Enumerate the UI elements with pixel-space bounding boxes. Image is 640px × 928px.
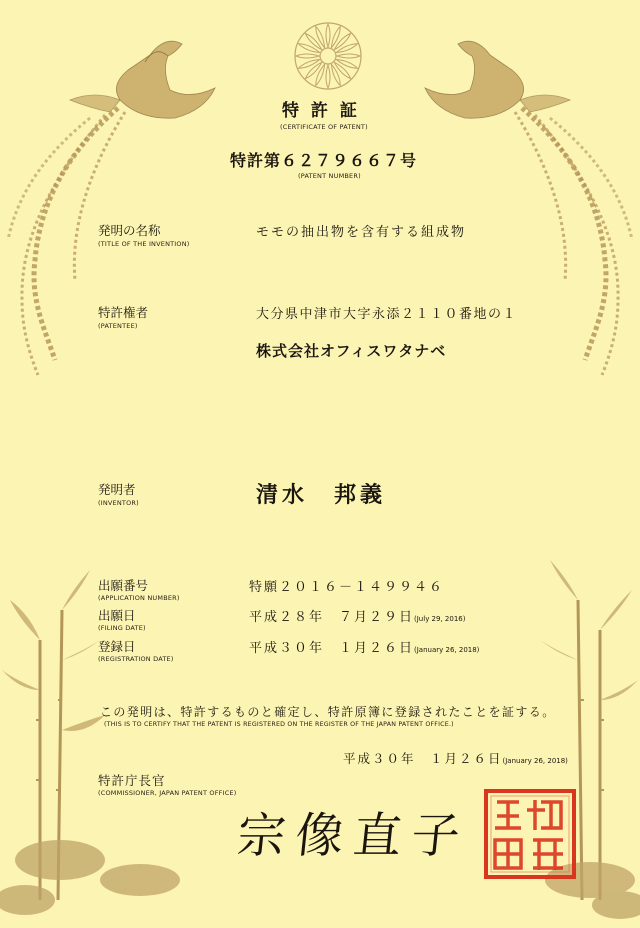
issue-date-jp: 平成３０年 １月２６日 (343, 751, 503, 766)
foliage-bottom-left (0, 840, 180, 915)
certify-text-en: (THIS IS TO CERTIFY THAT THE PATENT IS REGISTERED ON THE REGISTER OF THE JAPAN PATENT OFFICE.) (104, 721, 454, 728)
patentee-label: 特許権者 (98, 305, 149, 320)
filing-date-jp: 平成２８年 ７月２９日 (249, 610, 415, 625)
patent-number-en: (PATENT NUMBER) (298, 172, 361, 180)
commissioner-label: 特許庁長官 (98, 773, 166, 788)
application-label: 出願番号 (98, 578, 149, 593)
invention-label: 発明の名称 (98, 223, 161, 238)
inventor-name: 清水 邦義 (256, 482, 387, 508)
chrysanthemum-crest-icon (295, 23, 361, 89)
patent-number: 特許第６２７９６６７号 (230, 151, 418, 170)
registration-label: 登録日 (98, 639, 136, 654)
issue-date-en: (January 26, 2018) (502, 757, 568, 765)
patentee-label-en: (PATENTEE) (98, 322, 138, 330)
registration-date-en: (January 26, 2018) (414, 646, 480, 654)
patentee-address: 大分県中津市大字永添２１１０番地の１ (256, 307, 518, 322)
registration-date-jp: 平成３０年 １月２６日 (249, 641, 415, 656)
issue-date (343, 749, 568, 767)
certificate-title: 特 許 証 (282, 101, 360, 121)
certify-text: この発明は、特許するものと確定し、特許原簿に登録されたことを証する。 (100, 705, 556, 719)
application-label-en: (APPLICATION NUMBER) (98, 594, 180, 602)
commissioner-signature: 宗像直子 (234, 808, 473, 864)
inventor-label: 発明者 (98, 482, 136, 497)
invention-title: モモの抽出物を含有する組成物 (256, 225, 467, 240)
registration-date (249, 637, 479, 656)
invention-label-en: (TITLE OF THE INVENTION) (98, 240, 190, 248)
filing-date (249, 606, 465, 625)
inventor-label-en: (INVENTOR) (98, 499, 139, 507)
phoenix-right-icon (425, 41, 570, 118)
registration-label-en: (REGISTRATION DATE) (98, 655, 174, 663)
official-seal-icon (483, 788, 577, 880)
patentee-name: 株式会社オフィスワタナベ (256, 342, 447, 360)
filing-label-en: (FILING DATE) (98, 624, 146, 632)
filing-label: 出願日 (98, 608, 136, 623)
filing-date-en: (July 29, 2016) (414, 615, 466, 623)
phoenix-left-icon (70, 41, 215, 118)
commissioner-label-en: (COMMISSIONER, JAPAN PATENT OFFICE) (98, 789, 237, 797)
certificate-title-en: (CERTIFICATE OF PATENT) (280, 123, 368, 131)
bamboo-right-icon (578, 600, 604, 900)
application-number: 特願２０１６－１４９９４６ (249, 580, 445, 595)
